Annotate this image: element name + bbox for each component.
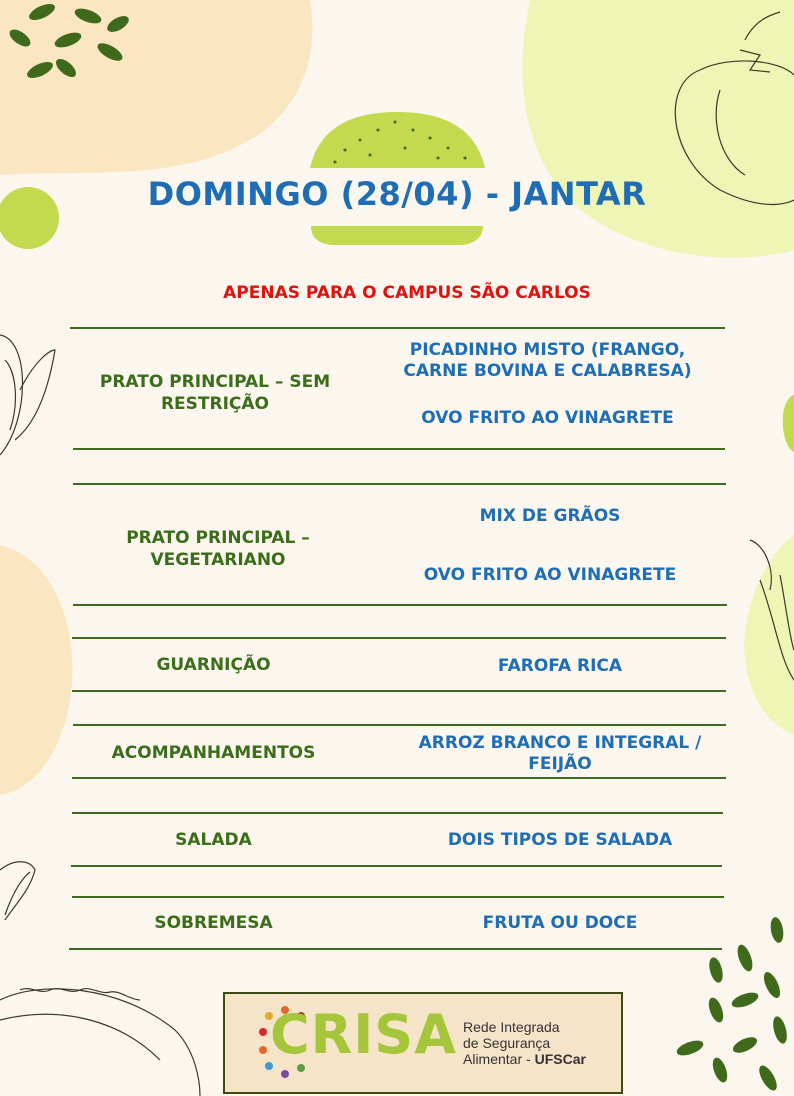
row-category: SALADA (175, 830, 252, 850)
logo-subtitle-line: Rede Integrada (463, 1019, 560, 1035)
row-category: SOBREMESA (154, 913, 273, 933)
row-category: GUARNIÇÃO (156, 655, 271, 675)
row-item: MIX DE GRÃOS (479, 506, 621, 526)
logo-subtitle-line (463, 1051, 586, 1067)
crisa-logo-wordmark: CRISA (270, 1003, 457, 1066)
row-item: FAROFA RICA (497, 656, 623, 676)
table-divider (73, 483, 726, 485)
table-divider (72, 896, 724, 898)
row-item: OVO FRITO AO VINAGRETE (421, 408, 674, 428)
logo-subtitle-prefix: Alimentar - (463, 1051, 535, 1067)
row-item: FRUTA OU DOCE (482, 913, 638, 933)
row-category: PRATO PRINCIPAL – SEM RESTRIÇÃO (99, 372, 331, 414)
table-divider (73, 448, 725, 450)
row-category: PRATO PRINCIPAL – VEGETARIANO (126, 528, 310, 570)
table-divider (70, 327, 725, 329)
table-divider (73, 724, 726, 726)
table-divider (72, 637, 726, 639)
row-item: ARROZ BRANCO E INTEGRAL / FEIJÃO (418, 733, 702, 774)
row-item: DOIS TIPOS DE SALADA (447, 830, 673, 850)
table-divider (71, 865, 722, 867)
table-divider (69, 948, 722, 950)
table-divider (73, 604, 727, 606)
table-divider (72, 777, 726, 779)
row-item: OVO FRITO AO VINAGRETE (423, 565, 677, 585)
row-category: ACOMPANHAMENTOS (111, 743, 316, 763)
logo-subtitle-university: UFSCar (534, 1051, 586, 1067)
row-item: PICADINHO MISTO (FRANGO, CARNE BOVINA E CALABRESA) (403, 340, 692, 381)
table-divider (72, 690, 726, 692)
campus-notice: APENAS PARA O CAMPUS SÃO CARLOS (223, 283, 591, 303)
table-divider (72, 812, 723, 814)
logo-subtitle-line: de Segurança (463, 1035, 551, 1051)
page-title: DOMINGO (28/04) - JANTAR (147, 175, 647, 213)
